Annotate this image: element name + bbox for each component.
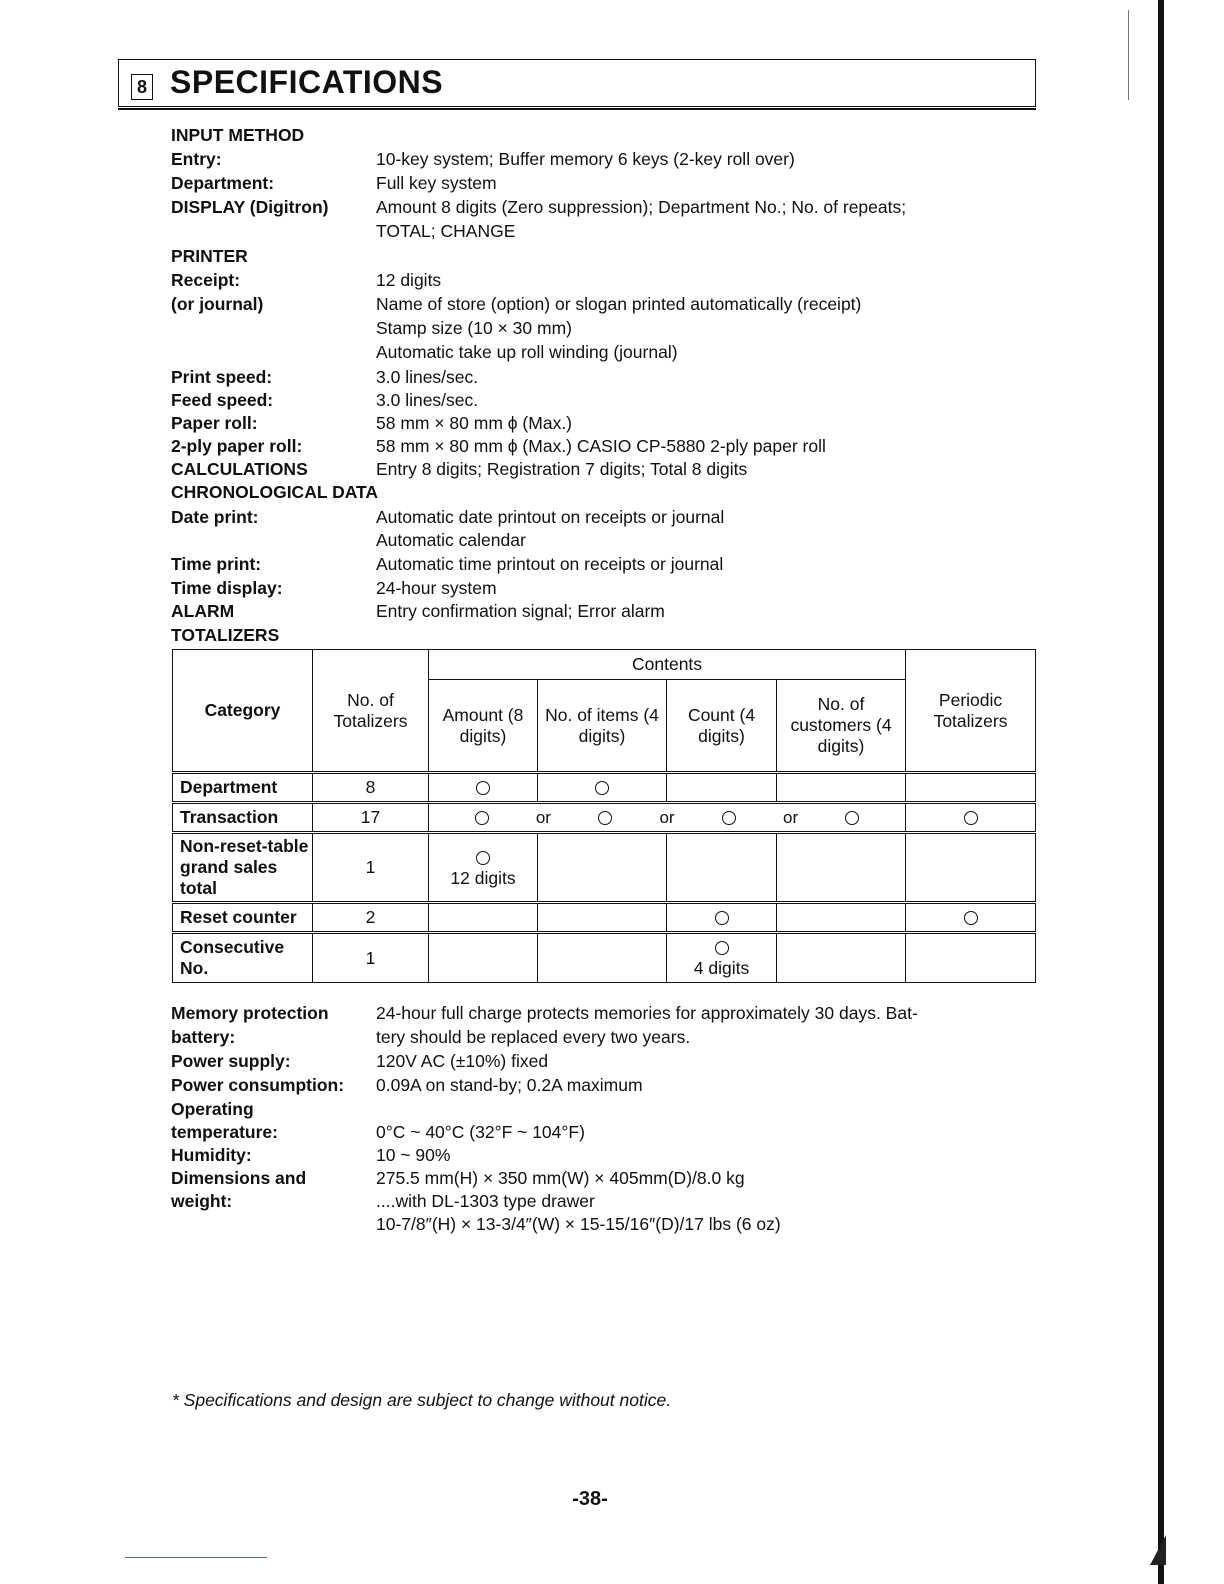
spec-label: Department: bbox=[171, 173, 275, 193]
cell bbox=[777, 773, 906, 803]
header-items: No. of items (4 digits) bbox=[538, 680, 667, 773]
cell bbox=[429, 933, 538, 983]
spec-line bbox=[171, 1167, 1031, 1190]
or-label: or bbox=[535, 807, 551, 827]
header-underline bbox=[118, 108, 1036, 110]
spec-value: ....with DL-1303 type drawer bbox=[376, 1191, 595, 1211]
cell bbox=[777, 903, 906, 933]
cell bbox=[667, 933, 777, 983]
spec-label: temperature: bbox=[171, 1122, 278, 1142]
cell bbox=[429, 803, 906, 833]
spec-line bbox=[171, 435, 1031, 458]
spec-line bbox=[171, 1190, 1031, 1213]
spec-label: ALARM bbox=[171, 601, 235, 621]
spec-value: TOTAL; CHANGE bbox=[376, 221, 516, 241]
circle-mark-icon bbox=[715, 911, 729, 925]
spec-line bbox=[171, 196, 1031, 219]
circle-mark-icon bbox=[476, 781, 490, 795]
spec-label: Time display: bbox=[171, 578, 283, 598]
footnote: * Specifications and design are subject to change without notice. bbox=[172, 1390, 672, 1410]
cell bbox=[906, 903, 1036, 933]
spec-label: Paper roll: bbox=[171, 413, 258, 433]
spec-label: (or journal) bbox=[171, 294, 264, 314]
spec-label: Memory protection bbox=[171, 1003, 329, 1023]
cell bbox=[667, 773, 777, 803]
cell bbox=[538, 833, 667, 903]
row-label: Non-reset-table grand sales total bbox=[173, 833, 313, 903]
count-note: 4 digits bbox=[693, 958, 750, 978]
spec-label: Feed speed: bbox=[171, 390, 274, 410]
circle-mark-icon bbox=[722, 811, 736, 825]
spec-value: 10-7/8″(H) × 13-3/4″(W) × 15-15/16″(D)/17 lbs (6 oz) bbox=[376, 1214, 781, 1234]
circle-mark-icon bbox=[476, 851, 490, 865]
spec-label: Date print: bbox=[171, 507, 259, 527]
row-count: 2 bbox=[313, 903, 429, 933]
spec-line bbox=[171, 389, 1031, 412]
spec-value: tery should be replaced every two years. bbox=[376, 1027, 691, 1047]
cell bbox=[538, 933, 667, 983]
circle-mark-icon bbox=[475, 811, 489, 825]
spec-label: Power supply: bbox=[171, 1051, 291, 1071]
spec-line bbox=[171, 220, 1031, 243]
spec-label: battery: bbox=[171, 1027, 236, 1047]
header-amount: Amount (8 digits) bbox=[429, 680, 538, 773]
section-title: SPECIFICATIONS bbox=[170, 64, 444, 100]
spec-label: INPUT METHOD bbox=[171, 125, 305, 145]
row-label: Consecutive No. bbox=[173, 933, 313, 983]
table-row bbox=[173, 773, 1036, 803]
spec-label: CALCULATIONS bbox=[171, 459, 308, 479]
bottom-rule bbox=[125, 1557, 267, 1558]
row-label: Transaction bbox=[173, 803, 313, 833]
spec-value: Stamp size (10 × 30 mm) bbox=[376, 318, 572, 338]
cell bbox=[538, 773, 667, 803]
spec-label: Print speed: bbox=[171, 367, 273, 387]
spec-line bbox=[171, 529, 1031, 552]
row-label: Reset counter bbox=[173, 903, 313, 933]
circle-mark-icon bbox=[598, 811, 612, 825]
spec-value: 58 mm × 80 mm ϕ (Max.) CASIO CP-5880 2-ply paper roll bbox=[376, 436, 826, 456]
cell bbox=[906, 833, 1036, 903]
cell bbox=[429, 903, 538, 933]
spec-line bbox=[171, 1098, 1031, 1121]
cell bbox=[667, 903, 777, 933]
spec-line bbox=[171, 1026, 1031, 1049]
spec-value: Automatic date printout on receipts or journal bbox=[376, 507, 725, 527]
spec-value: 3.0 lines/sec. bbox=[376, 390, 479, 410]
spec-value: 0°C ~ 40°C (32°F ~ 104°F) bbox=[376, 1122, 585, 1142]
table-row bbox=[173, 933, 1036, 983]
spec-line bbox=[171, 1074, 1031, 1097]
spec-label: Dimensions and bbox=[171, 1168, 307, 1188]
cell bbox=[777, 933, 906, 983]
table-row bbox=[173, 903, 1036, 933]
spec-label: TOTALIZERS bbox=[171, 625, 280, 645]
row-label: Department bbox=[173, 773, 313, 803]
row-count: 1 bbox=[313, 833, 429, 903]
table-row bbox=[173, 803, 1036, 833]
spec-value: Automatic time printout on receipts or journal bbox=[376, 554, 724, 574]
spec-line bbox=[171, 172, 1031, 195]
circle-mark-icon bbox=[715, 941, 729, 955]
table-row bbox=[173, 833, 1036, 903]
spec-line bbox=[171, 1002, 1031, 1025]
spec-line bbox=[171, 1050, 1031, 1073]
spec-line bbox=[171, 481, 1031, 504]
row-count: 8 bbox=[313, 773, 429, 803]
spec-line bbox=[171, 600, 1031, 623]
spec-line bbox=[171, 245, 1031, 268]
spec-value: 3.0 lines/sec. bbox=[376, 367, 479, 387]
amount-note: 12 digits bbox=[450, 867, 516, 888]
header-contents: Contents bbox=[429, 650, 906, 680]
spec-value: Amount 8 digits (Zero suppression); Department No.; No. of repeats; bbox=[376, 197, 907, 217]
spec-value: 12 digits bbox=[376, 270, 442, 290]
cell bbox=[906, 933, 1036, 983]
page-number: -38- bbox=[572, 1488, 608, 1510]
spec-line bbox=[171, 577, 1031, 600]
spec-label: Operating bbox=[171, 1099, 254, 1119]
spec-line bbox=[171, 293, 1031, 316]
spec-line bbox=[171, 553, 1031, 576]
spec-line bbox=[171, 341, 1031, 364]
spec-line bbox=[171, 148, 1031, 171]
spec-value: 275.5 mm(H) × 350 mm(W) × 405mm(D)/8.0 kg bbox=[376, 1168, 745, 1188]
spec-value: 0.09A on stand-by; 0.2A maximum bbox=[376, 1075, 643, 1095]
or-label: or bbox=[659, 807, 675, 827]
spec-label: weight: bbox=[171, 1191, 233, 1211]
spec-line bbox=[171, 624, 1031, 647]
spec-value: 24-hour system bbox=[376, 578, 497, 598]
cell bbox=[667, 833, 777, 903]
spec-label: Entry: bbox=[171, 149, 222, 169]
spec-value: Entry 8 digits; Registration 7 digits; Total 8 digits bbox=[376, 459, 748, 479]
spec-line bbox=[171, 269, 1031, 292]
section-number: 8 bbox=[131, 74, 153, 100]
cell bbox=[538, 903, 667, 933]
spec-line bbox=[171, 1144, 1031, 1167]
spec-label: Humidity: bbox=[171, 1145, 252, 1165]
row-count: 17 bbox=[313, 803, 429, 833]
spec-label: Receipt: bbox=[171, 270, 241, 290]
cell bbox=[777, 833, 906, 903]
spec-line bbox=[171, 124, 1031, 147]
spec-label: Time print: bbox=[171, 554, 262, 574]
spec-line bbox=[171, 458, 1031, 481]
header-customers: No. of customers (4 digits) bbox=[777, 680, 906, 773]
spec-value: Name of store (option) or slogan printed automatically (receipt) bbox=[376, 294, 862, 314]
spec-value: 120V AC (±10%) fixed bbox=[376, 1051, 549, 1071]
spec-value: 24-hour full charge protects memories for approximately 30 days. Bat- bbox=[376, 1003, 918, 1023]
spec-line bbox=[171, 506, 1031, 529]
scan-edge-thin bbox=[1128, 10, 1129, 100]
spec-label: Power consumption: bbox=[171, 1075, 345, 1095]
spec-value: 58 mm × 80 mm ϕ (Max.) bbox=[376, 413, 573, 433]
header-periodic: Periodic Totalizers bbox=[906, 650, 1036, 773]
header-category: Category bbox=[173, 650, 313, 773]
circle-mark-icon bbox=[964, 911, 978, 925]
spec-value: Automatic take up roll winding (journal) bbox=[376, 342, 678, 362]
spec-value: 10 ~ 90% bbox=[376, 1145, 451, 1165]
circle-mark-icon bbox=[845, 811, 859, 825]
cell bbox=[429, 833, 538, 903]
cell bbox=[429, 773, 538, 803]
circle-mark-icon bbox=[964, 811, 978, 825]
spec-line bbox=[171, 1213, 1031, 1236]
spec-line bbox=[171, 1121, 1031, 1144]
circle-mark-icon bbox=[595, 781, 609, 795]
row-count: 1 bbox=[313, 933, 429, 983]
spec-label: PRINTER bbox=[171, 246, 248, 266]
spec-line bbox=[171, 412, 1031, 435]
spec-label: CHRONOLOGICAL DATA bbox=[171, 482, 379, 502]
cell bbox=[906, 773, 1036, 803]
spec-line bbox=[171, 366, 1031, 389]
spec-label: DISPLAY (Digitron) bbox=[171, 197, 329, 217]
totalizers-table bbox=[172, 649, 1036, 983]
header-count: Count (4 digits) bbox=[667, 680, 777, 773]
or-label: or bbox=[783, 807, 799, 827]
spec-label: 2-ply paper roll: bbox=[171, 436, 303, 456]
spec-value: Entry confirmation signal; Error alarm bbox=[376, 601, 665, 621]
spec-value: Full key system bbox=[376, 173, 497, 193]
scan-edge bbox=[1158, 0, 1164, 1584]
spec-value: 10-key system; Buffer memory 6 keys (2-key roll over) bbox=[376, 149, 795, 169]
spec-value: Automatic calendar bbox=[376, 530, 526, 550]
spec-line bbox=[171, 317, 1031, 340]
header-no-totalizers: No. of Totalizers bbox=[313, 650, 429, 773]
cell bbox=[906, 803, 1036, 833]
